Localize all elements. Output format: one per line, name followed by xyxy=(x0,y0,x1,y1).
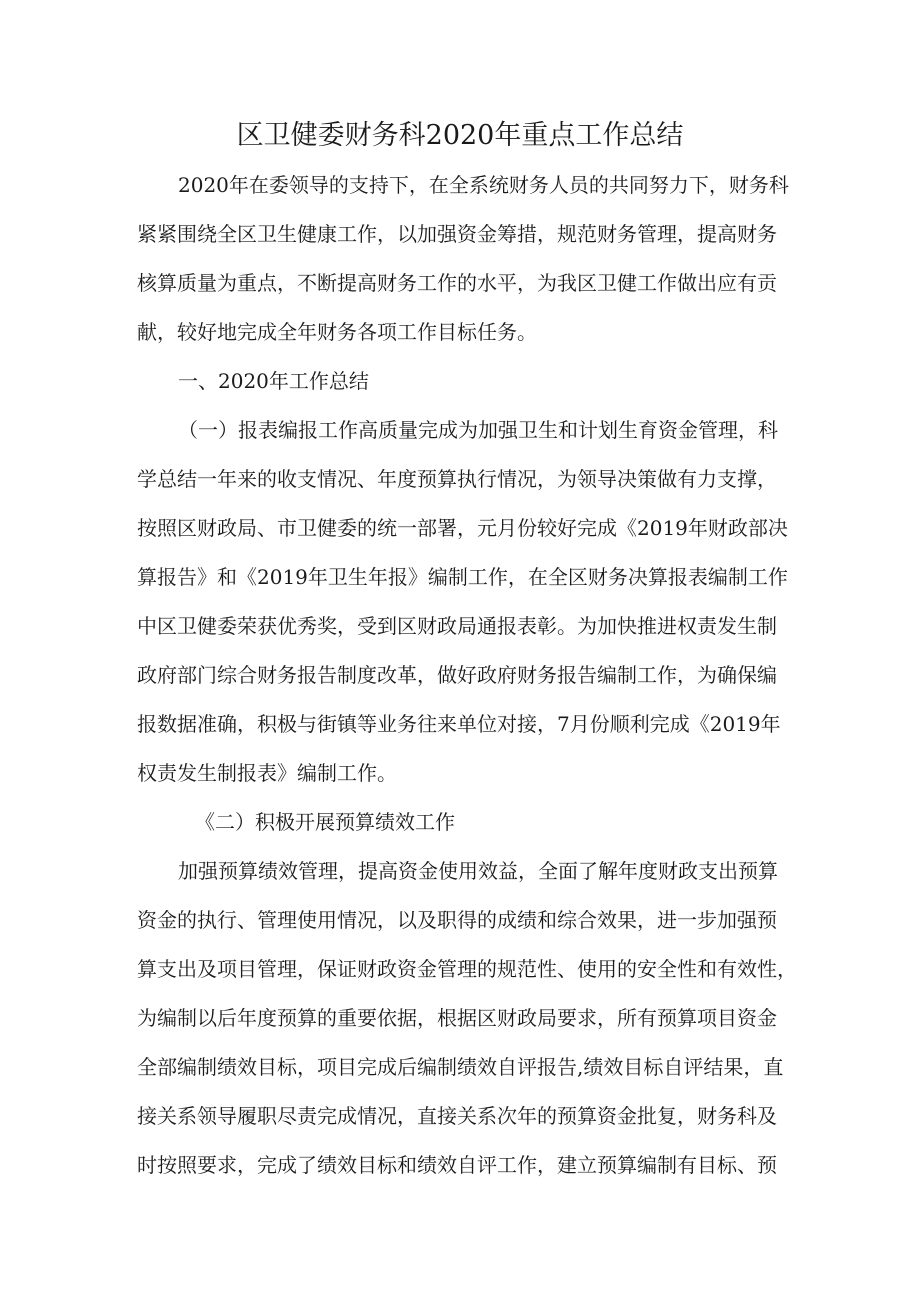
paragraph-line: 核算质量为重点，不断提高财务工作的水平，为我区卫健工作做出应有贡 xyxy=(137,271,777,295)
paragraph-line: 接关系领导履职尽责完成情况，直接关系次年的预算资金批复，财务科及 xyxy=(137,1104,777,1128)
paragraph-line: 按照区财政局、市卫健委的统一部署，元月份较好完成《2019年财政部决 xyxy=(137,516,788,540)
paragraph-line: 2020年在委领导的支持下，在全系统财务人员的共同努力下，财务科 xyxy=(178,173,789,197)
paragraph-line: 加强预算绩效管理，提高资金使用效益，全面了解年度财政支出预算 xyxy=(178,859,778,883)
paragraph-line: 权责发生制报表》编制工作。 xyxy=(137,761,397,785)
paragraph-line: 献，较好地完成全年财务各项工作目标任务。 xyxy=(137,320,537,344)
paragraph-line: 全部编制绩效目标，项目完成后编制绩效自评报告,绩效目标自评结果，直 xyxy=(137,1055,784,1079)
subsection-heading: 《二）积极开展预算绩效工作 xyxy=(195,810,455,834)
paragraph-line: 中区卫健委荣获优秀奖，受到区财政局通报表彰。为加快推进权责发生制 xyxy=(137,614,777,638)
paragraph-line: 时按照要求，完成了绩效目标和绩效自评工作，建立预算编制有目标、预 xyxy=(137,1153,777,1177)
paragraph-line: 算报告》和《2019年卫生年报》编制工作，在全区财务决算报表编制工作 xyxy=(137,565,788,589)
paragraph-line: 紧紧围绕全区卫生健康工作，以加强资金筹措，规范财务管理，提高财务 xyxy=(137,222,777,246)
paragraph-line: 资金的执行、管理使用情况，以及职得的成绩和综合效果，进一步加强预 xyxy=(137,908,777,932)
paragraph-line: 算支出及项目管理，保证财政资金管理的规范性、使用的安全性和有效性， xyxy=(137,957,797,981)
paragraph-line: 政府部门综合财务报告制度改革，做好政府财务报告编制工作，为确保编 xyxy=(137,663,777,687)
section-heading: 一、2020年工作总结 xyxy=(178,369,369,393)
document-title: 区卫健委财务科2020年重点工作总结 xyxy=(236,120,684,151)
paragraph-line: 学总结一年来的收支情况、年度预算执行情况，为领导决策做有力支撑， xyxy=(137,467,777,491)
paragraph-line: 为编制以后年度预算的重要依据，根据区财政局要求，所有预算项目资金 xyxy=(137,1006,777,1030)
paragraph-line: 报数据准确，积极与街镇等业务往来单位对接，7月份顺利完成《2019年 xyxy=(137,712,781,736)
paragraph-line: （一）报表编报工作高质量完成为加强卫生和计划生育资金管理，科 xyxy=(178,418,778,442)
